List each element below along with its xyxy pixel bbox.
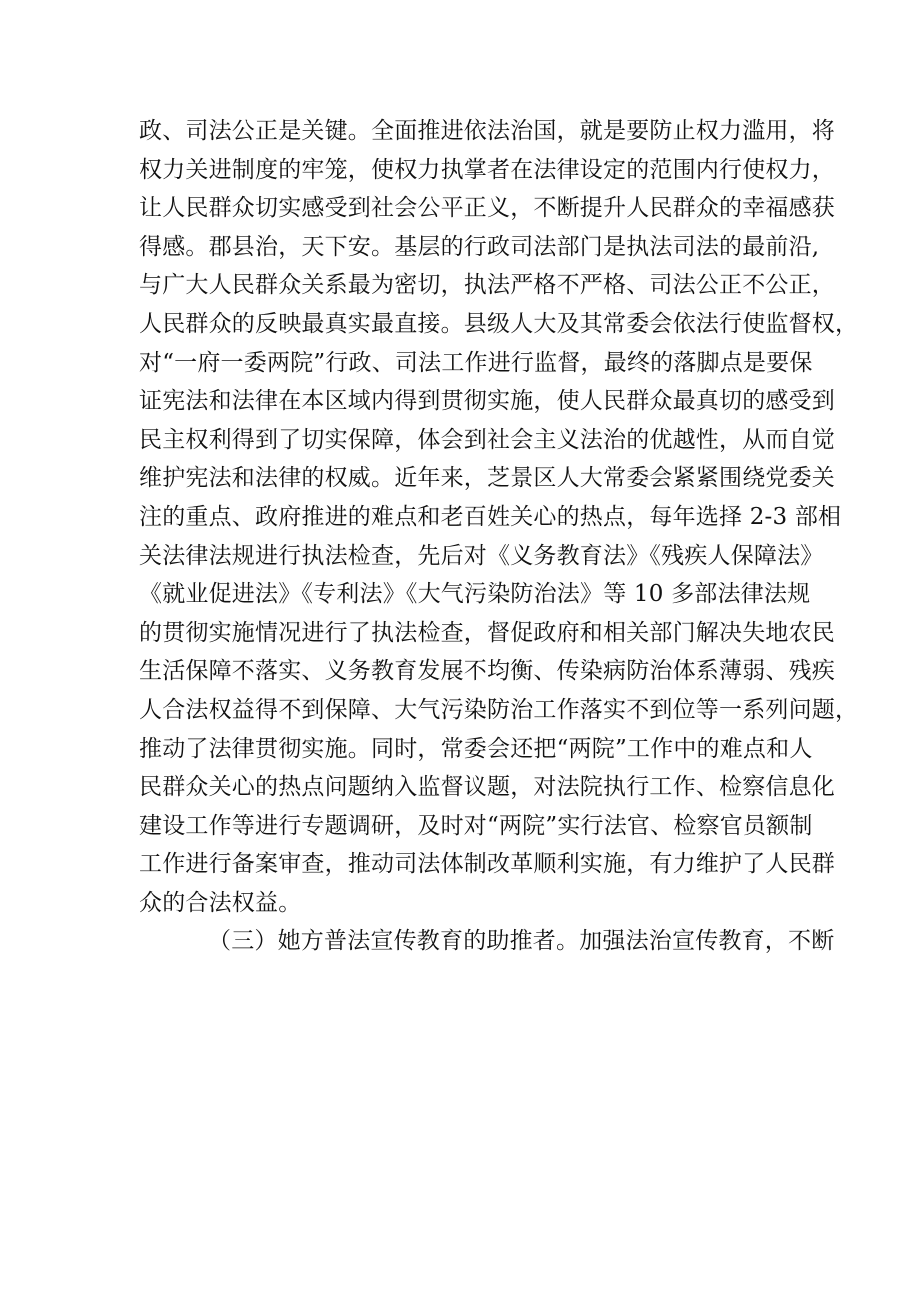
text-line: 对“一府一委两院”行政、司法工作进行监督，最终的落脚点是要保: [139, 349, 813, 376]
text-line: 众的合法权益。: [139, 889, 302, 916]
text-line: 推动了法律贯彻实施。同时，常委会还把“两院”工作中的难点和人: [139, 735, 813, 762]
text-line: 民群众关心的热点问题纳入监督议题，对法院执行工作、检察信息化: [139, 774, 835, 801]
text-line: 人民群众的反映最真实最直接。县级人大及其常委会依法行使监督权，: [139, 310, 859, 337]
text-line: 证宪法和法律在本区域内得到贯彻实施，使人民群众最真切的感受到: [139, 388, 835, 415]
document-body-text: [139, 112, 859, 961]
text-line: 权力关进制度的牢笼，使权力执掌者在法律设定的范围内行使权力，: [139, 156, 835, 183]
text-line: 生活保障不落实、义务教育发展不均衡、传染病防治体系薄弱、残疾: [139, 658, 835, 685]
text-line: 的贯彻实施情况进行了执法检查，督促政府和相关部门解决失地农民: [139, 619, 835, 646]
paragraph-heading-line: （三）她方普法宣传教育的助推者。加强法治宣传教育，不断: [208, 928, 835, 955]
text-line: 工作进行备案审查，推动司法体制改革顺利实施，有力维护了人民群: [139, 851, 835, 878]
text-line: 建设工作等进行专题调研，及时对“两院”实行法官、检察官员额制: [139, 812, 813, 839]
text-line: 维护宪法和法律的权威。近年来，芝景区人大常委会紧紧围绕党委关: [139, 465, 835, 492]
text-line: 政、司法公正是关键。全面推进依法治国，就是要防止权力滥用，将: [139, 118, 835, 144]
text-line: 让人民群众切实感受到社会公平正义，不断提升人民群众的幸福感获: [139, 195, 835, 222]
text-line: 人合法权益得不到保障、大气污染防治工作落实不到位等一系列问题，: [139, 696, 859, 723]
text-line: 《就业促进法》《专利法》《大气污染防治法》等 10 多部法律法规: [139, 581, 811, 608]
text-line: 与广大人民群众关系最为密切，执法严格不严格、司法公正不公正，: [139, 272, 835, 299]
text-line: 民主权利得到了切实保障，体会到社会主义法治的优越性，从而自觉: [139, 426, 835, 453]
text-line: 注的重点、政府推进的难点和老百姓关心的热点，每年选择 2-3 部相: [139, 503, 842, 530]
text-line: 关法律法规进行执法检查，先后对《义务教育法》《残疾人保障法》: [139, 542, 824, 569]
text-line: 得感。郡县治，天下安。基层的行政司法部门是执法司法的最前沿,: [139, 233, 820, 260]
